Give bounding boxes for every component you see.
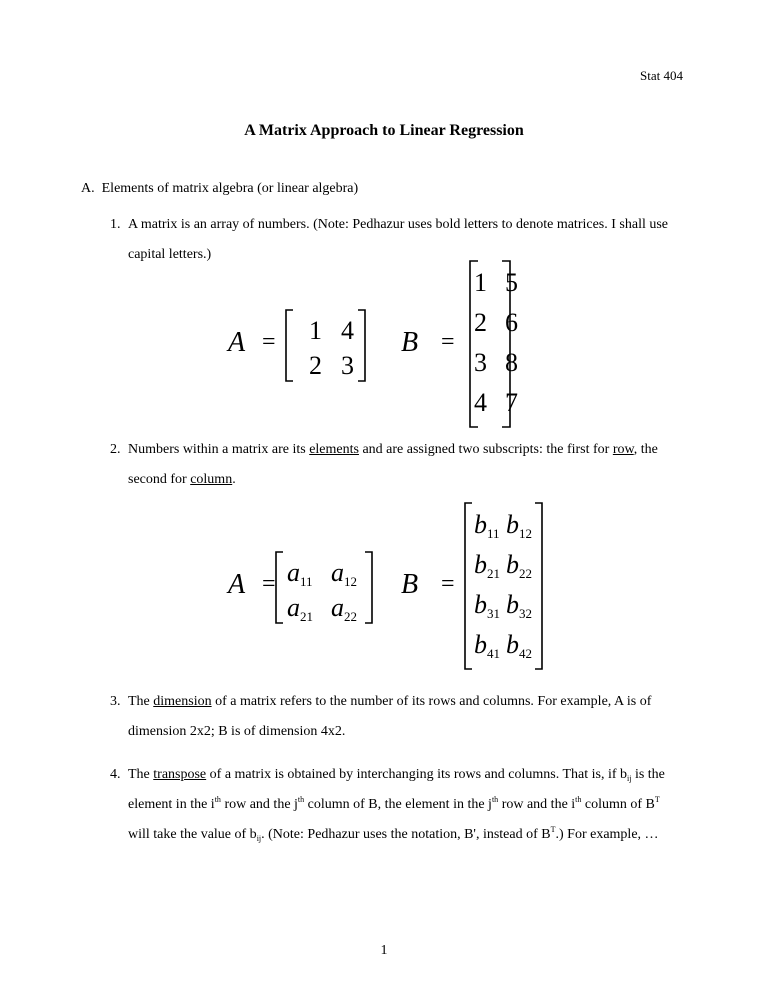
term-row: row (612, 442, 634, 457)
term-column: column (190, 472, 233, 487)
item-number: 3. (110, 694, 121, 709)
matrix-cell: 1 (474, 268, 487, 297)
equals-sign: = (441, 571, 455, 597)
matrix-cell: 2 (309, 351, 322, 380)
matrix-cell: b41 (474, 630, 500, 661)
matrix-cell: 3 (341, 351, 354, 380)
right-bracket (535, 503, 542, 669)
matrix-cell: a12 (331, 558, 357, 589)
equals-sign: = (262, 571, 276, 597)
item-2 (110, 435, 680, 495)
matrix-a-label: A (228, 327, 246, 358)
left-bracket (465, 503, 472, 669)
item-text: A matrix is an array of numbers. (Note: Pedhazur uses bold letters to denote matrices. I shall use capital letters.) (128, 217, 669, 262)
section-heading (81, 181, 358, 197)
left-bracket (286, 310, 293, 381)
term-dimension: dimension (153, 694, 212, 709)
item-text: The dimension of a matrix refers to the number of its rows and columns. For example, A is of dimension 2x2; B is of dimension 4x2. (128, 694, 652, 739)
item-number: 1. (110, 217, 121, 232)
matrix-cell: a21 (287, 593, 313, 624)
page-title: A Matrix Approach to Linear Regression (244, 122, 524, 139)
matrix-cell: a11 (287, 558, 313, 589)
matrix-a-numeric (226, 310, 365, 381)
page-number: 1 (380, 943, 388, 958)
matrix-b-label: B (401, 569, 419, 600)
matrix-cell: 8 (505, 348, 518, 377)
section-label: A. (81, 181, 95, 196)
matrix-cell: b31 (474, 590, 500, 621)
equals-sign: = (262, 329, 276, 355)
course-label: Stat 404 (640, 68, 683, 83)
matrix-a-symbolic (226, 552, 372, 624)
right-bracket (358, 310, 365, 381)
matrix-cell: b22 (506, 550, 532, 581)
right-bracket (365, 552, 372, 623)
matrix-cell: 3 (474, 348, 487, 377)
item-text: Numbers within a matrix are its elements and are assigned two subscripts: the first for row, the second for column. (128, 442, 658, 487)
matrix-cell: 4 (474, 388, 487, 417)
matrix-b-label: B (401, 327, 419, 358)
item-3 (110, 687, 680, 747)
matrix-cell: b42 (506, 630, 532, 661)
matrix-cell: 1 (309, 316, 322, 345)
matrix-cell: 2 (474, 308, 487, 337)
matrix-b-numeric (401, 261, 518, 427)
matrix-cell: b21 (474, 550, 500, 581)
matrix-cell: 4 (341, 316, 354, 345)
numeric-matrices (0, 255, 768, 435)
left-bracket (276, 552, 283, 623)
matrix-cell: b12 (506, 510, 532, 541)
term-transpose: transpose (153, 767, 207, 782)
term-elements: elements (309, 442, 359, 457)
matrix-cell: 5 (505, 268, 518, 297)
item-text: The transpose of a matrix is obtained by interchanging its rows and columns. That is, if $b_{ij}$ is the element in the $i^{th}$ row and the $j^{th}$ column of B, the element in the $j^{th}$ row and the $i^{th}$ column of $B^T$ will take the value of $b_{ij}$. (Note: Pedhazur uses the notation, B', instead of $B^T$.) For example, … (128, 767, 665, 843)
matrix-b-symbolic (401, 503, 542, 669)
element-matrices (0, 497, 768, 677)
item-4 (110, 760, 680, 850)
matrix-cell: a22 (331, 593, 357, 624)
matrix-cell: b11 (474, 510, 500, 541)
section-text: Elements of matrix algebra (or linear algebra) (101, 181, 359, 196)
matrix-cell: b32 (506, 590, 532, 621)
matrix-a-label: A (228, 569, 246, 600)
matrix-cell: 7 (505, 388, 518, 417)
equals-sign: = (441, 329, 455, 355)
matrix-cell: 6 (505, 308, 518, 337)
item-number: 2. (110, 442, 121, 457)
item-number: 4. (110, 767, 121, 782)
